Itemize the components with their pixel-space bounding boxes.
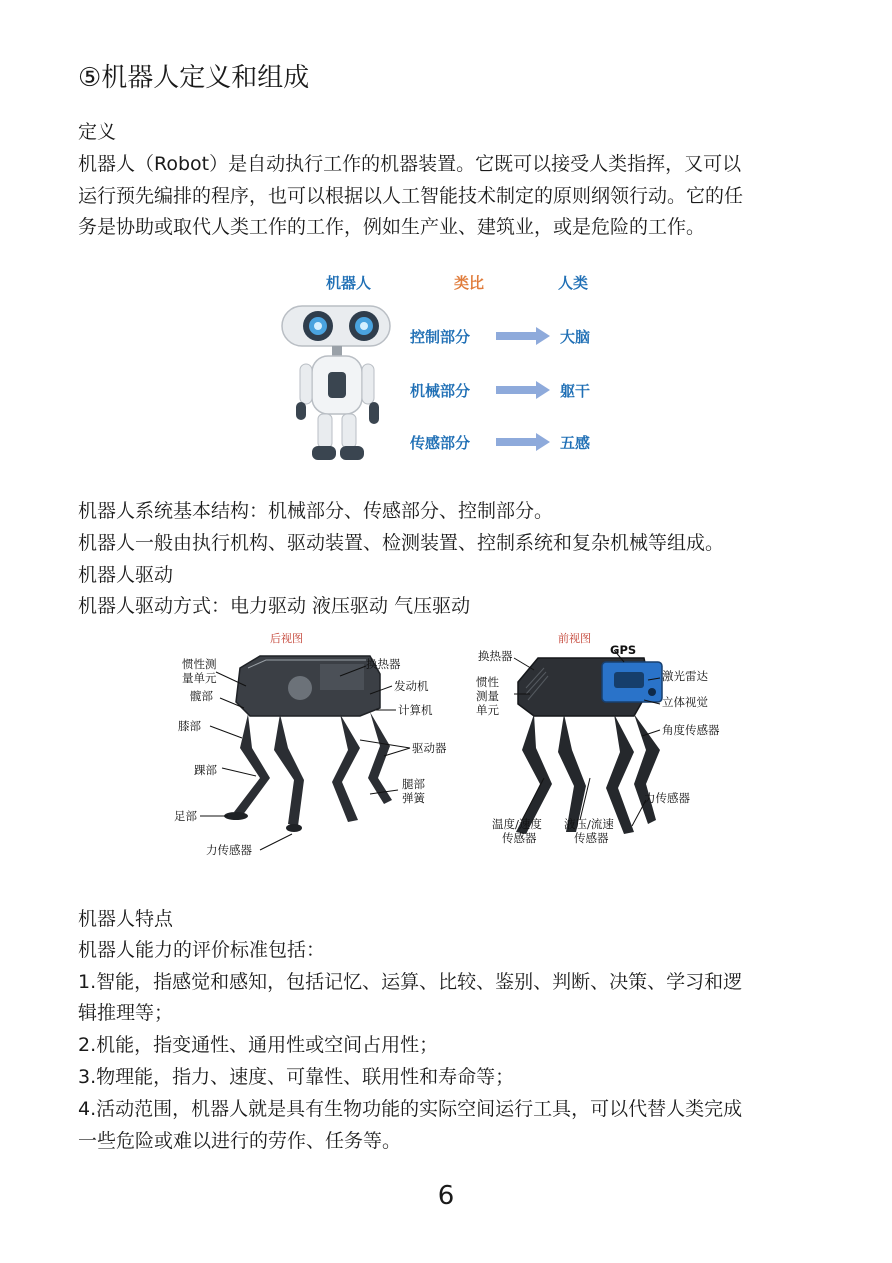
structure-line-1: 机器人系统基本结构：机械部分、传感部分、控制部分。 <box>78 500 554 522</box>
features-intro: 机器人能力的评价标准包括： <box>78 939 326 961</box>
label-actuator: 驱动器 <box>412 741 447 755</box>
label-force: 力传感器 <box>644 791 690 805</box>
label-gps: GPS <box>610 643 637 657</box>
label-imu-2: 测量 <box>476 689 499 703</box>
feature-line-5: 4.活动范围，机器人就是具有生物功能的实际空间运行工具，可以代替人类完成 <box>78 1098 743 1120</box>
section-heading: ⑤机器人定义和组成 <box>78 63 310 93</box>
header-human: 人类 <box>558 274 589 292</box>
label-knee: 膝部 <box>178 719 201 733</box>
robot-analogy-figure <box>270 262 620 472</box>
label-heat: 换热器 <box>366 657 401 671</box>
robot-illustration <box>276 298 396 468</box>
label-imu-2: 量单元 <box>182 671 217 685</box>
label-hydraulic-2: 传感器 <box>574 831 609 845</box>
label-computer: 计算机 <box>398 703 433 717</box>
label-hip: 髋部 <box>190 689 213 703</box>
label-imu-1: 惯性 <box>476 675 499 689</box>
label-stereo: 立体视觉 <box>662 695 708 709</box>
feature-line-4: 3.物理能，指力、速度、可靠性、联用性和寿命等； <box>78 1066 515 1088</box>
label-hydraulic-1: 液压/流速 <box>564 817 614 831</box>
structure-line-4: 机器人驱动方式：电力驱动 液压驱动 气压驱动 <box>78 595 471 617</box>
feature-line-2: 辑推理等； <box>78 1002 174 1024</box>
human-brain: 大脑 <box>560 328 591 346</box>
label-engine: 发动机 <box>394 679 429 693</box>
label-temp-2: 传感器 <box>502 831 537 845</box>
feature-line-6: 一些危险或难以进行的劳作、任务等。 <box>78 1130 402 1152</box>
part-sensing: 传感部分 <box>410 434 471 452</box>
definition-line-2: 运行预先编排的程序，也可以根据以人工智能技术制定的原则纲领行动。它的任 <box>78 185 744 207</box>
feature-line-3: 2.机能，指变通性、通用性或空间占用性； <box>78 1034 439 1056</box>
features-title: 机器人特点 <box>78 908 174 930</box>
feature-line-1: 1.智能，指感觉和感知，包括记忆、运算、比较、鉴别、判断、决策、学习和逻 <box>78 971 743 993</box>
label-temp-1: 温度/速度 <box>492 817 542 831</box>
label-foot: 足部 <box>174 809 197 823</box>
part-mechanical: 机械部分 <box>410 382 471 400</box>
page-number: 6 <box>437 1181 455 1211</box>
structure-line-3: 机器人驱动 <box>78 564 174 586</box>
label-spring-2: 弹簧 <box>402 791 425 805</box>
label-imu-3: 单元 <box>476 703 499 717</box>
header-robot: 机器人 <box>326 274 372 292</box>
human-torso: 躯干 <box>560 382 591 400</box>
structure-line-2: 机器人一般由执行机构、驱动装置、检测装置、控制系统和复杂机械等组成。 <box>78 532 725 554</box>
definition-line-1: 机器人（Robot）是自动执行工作的机器装置。它既可以接受人类指挥，又可以 <box>78 153 742 175</box>
label-lidar: 激光雷达 <box>662 669 708 683</box>
human-senses: 五感 <box>560 434 591 452</box>
label-spring-1: 腿部 <box>402 777 425 791</box>
header-analogy: 类比 <box>454 274 485 292</box>
label-ankle: 踝部 <box>194 763 217 777</box>
definition-line-3: 务是协助或取代人类工作的工作，例如生产业、建筑业，或是危险的工作。 <box>78 216 706 238</box>
rear-view-caption: 后视图 <box>270 632 303 645</box>
definition-title: 定义 <box>78 121 117 143</box>
label-angle: 角度传感器 <box>662 723 720 737</box>
rear-view-figure <box>170 628 460 860</box>
label-heat: 换热器 <box>478 649 513 663</box>
part-control: 控制部分 <box>410 328 471 346</box>
label-imu-1: 惯性测 <box>182 657 217 671</box>
label-force: 力传感器 <box>206 843 252 857</box>
front-view-figure <box>474 628 734 860</box>
front-view-caption: 前视图 <box>558 632 591 645</box>
